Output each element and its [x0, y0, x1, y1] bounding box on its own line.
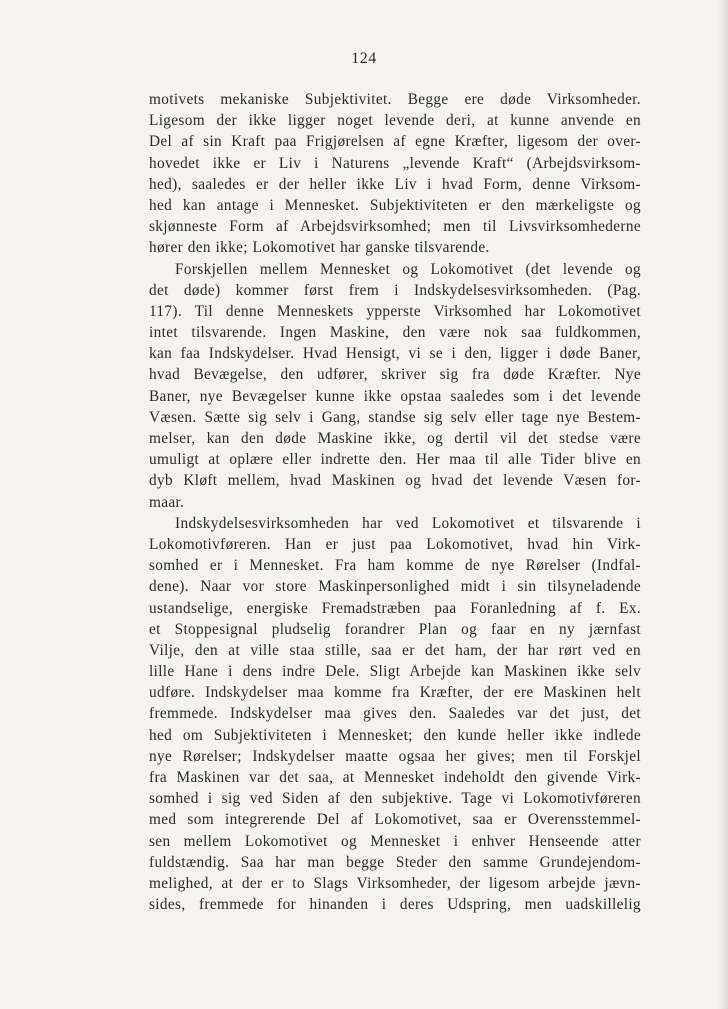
page-number: 124: [351, 50, 377, 67]
text-line: fremmede. Indskydelser maa gives den. Saaledes var det just, det: [149, 705, 641, 723]
text-line: sen mellem Lokomotivet og Mennesket i enhver Henseende atter: [149, 832, 641, 850]
text-line: dene). Naar vor store Maskinpersonlighed midt i sin tilsyneladende: [149, 578, 641, 596]
text-line: udføre. Indskydelser maa komme fra Kræfter, der ere Maskinen helt: [149, 684, 641, 702]
text-line: kan faa Indskydelser. Hvad Hensigt, vi se i den, ligger i døde Baner,: [149, 345, 641, 363]
page-edge: [718, 0, 728, 1009]
text-line: intet tilsvarende. Ingen Maskine, den være nok saa fuldkommen,: [149, 324, 641, 342]
text-line: Forskjellen mellem Mennesket og Lokomotivet (det levende og: [175, 260, 641, 278]
text-line: melser, kan den døde Maskine ikke, og dertil vil det stedse være: [149, 430, 641, 447]
text-line: med som integrerende Del af Lokomotivet, saa er Overensstemmel-: [149, 811, 641, 829]
text-line: umuligt at oplære eller indrette den. Her maa til alle Tider blive en: [149, 451, 641, 469]
text-line: ustandselige, energiske Fremadstræben paa Foranledning af f. Ex.: [149, 599, 641, 617]
text-line: nye Rørelser; Indskydelser maatte ogsaa her gives; men til Forskjel: [149, 747, 641, 765]
text-line: Baner, nye Bevægelser kunne ikke opstaa saaledes som i det levende: [149, 387, 641, 405]
text-line: 117). Til denne Menneskets ypperste Virksomhed har Lokomotivet: [149, 302, 641, 320]
text-line: fuldstændig. Saa har man begge Steder den samme Grundejendom-: [149, 853, 641, 871]
text-line: somhed er i Mennesket. Fra ham komme de nye Rørelser (Indfal-: [149, 557, 641, 575]
text-line: skjønneste Form af Arbejdsvirksomhed; men til Livsvirksomhederne: [149, 218, 641, 236]
text-line: Indskydelsesvirksomheden har ved Lokomotivet et tilsvarende i: [175, 514, 641, 532]
text-line: Væsen. Sætte sig selv i Gang, standse sig selv eller tage nye Bestem-: [149, 408, 641, 426]
text-line: lille Hane i dens indre Dele. Sligt Arbejde kan Maskinen ikke selv: [149, 663, 641, 681]
text-line: hovedet ikke er Liv i Naturens „levende Kraft“ (Arbejdsvirksom-: [149, 154, 641, 172]
text-line: fra Maskinen var det saa, at Mennesket indeholdt den givende Virk-: [149, 769, 641, 786]
text-line: Vilje, den at ville staa stille, saa er det ham, der har rørt ved en: [149, 641, 641, 659]
text-line: Lokomotivføreren. Han er just paa Lokomotivet, hvad hin Virk-: [149, 535, 641, 553]
text-line: motivets mekaniske Subjektivitet. Begge ere døde Virksomheder.: [149, 91, 641, 108]
text-line: melighed, at der er to Slags Virksomheder, der ligesom arbejde jævn-: [149, 874, 641, 892]
text-line: et Stoppesignal pludselig forandrer Plan og faar en ny jærnfast: [149, 620, 641, 638]
text-line: hører den ikke; Lokomotivet har ganske tilsvarende.: [149, 239, 490, 257]
text-line: sides, fremmede for hinanden i deres Udspring, men uadskillelig: [149, 896, 641, 914]
text-line: Del af sin Kraft paa Frigjørelsen af egne Kræfter, ligesom der over-: [149, 133, 641, 151]
text-line: hvad Bevægelse, den udfører, skriver sig fra døde Kræfter. Nye: [149, 366, 641, 384]
body-text: [149, 89, 641, 915]
text-line: hed), saaledes er der heller ikke Liv i hvad Form, denne Virksom-: [149, 175, 641, 193]
text-line: det døde) kommer først frem i Indskydelsesvirksomheden. (Pag.: [149, 281, 641, 299]
text-line: dyb Kløft mellem, hvad Maskinen og hvad det levende Væsen for-: [149, 472, 641, 490]
text-line: hed om Subjektiviteten i Mennesket; den kunde heller ikke indlede: [149, 726, 641, 744]
text-line: somhed i sig ved Siden af den subjektive. Tage vi Lokomotivføreren: [149, 790, 641, 808]
text-line: maar.: [149, 493, 185, 511]
text-line: hed kan antage i Mennesket. Subjektiviteten er den mærkeligste og: [149, 196, 641, 214]
text-line: Ligesom der ikke ligger noget levende deri, at kunne anvende en: [149, 112, 641, 130]
